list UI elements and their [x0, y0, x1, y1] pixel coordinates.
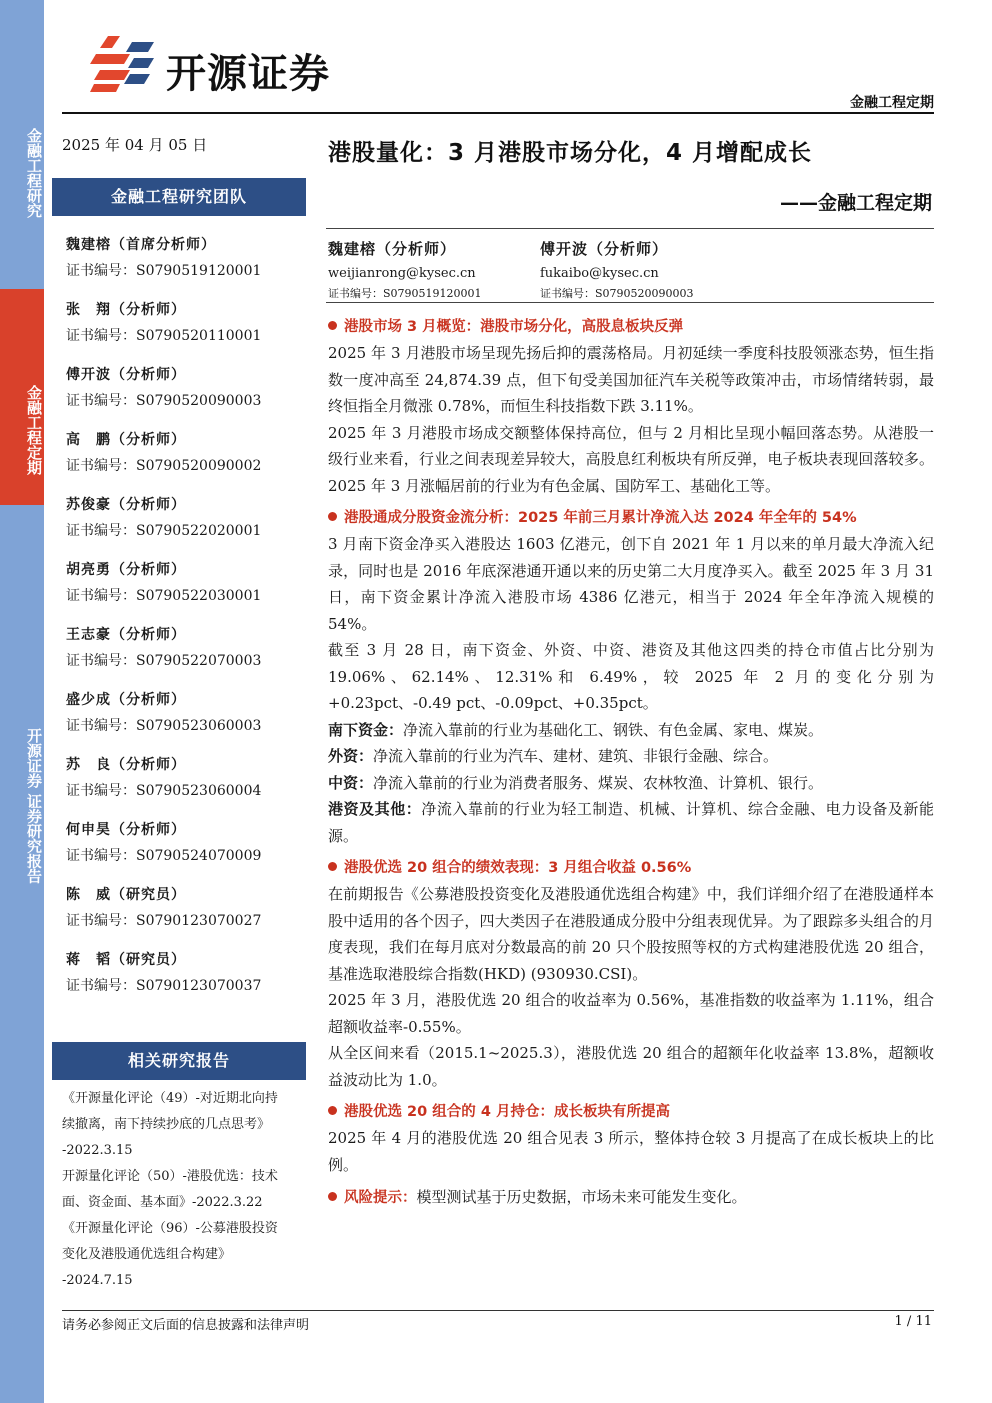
flow-item: 港资及其他：净流入靠前的行业为轻工制造、机械、计算机、综合金融、电力设备及新能源。: [328, 800, 934, 845]
related-reports-list: [62, 1086, 310, 1294]
page-number: 1 / 11: [894, 1314, 932, 1329]
member-name: 苏 良（分析师）: [66, 757, 186, 773]
team-member: [66, 689, 306, 754]
member-cert: 证书编号：S0790123070037: [66, 978, 262, 994]
author-cert: 证书编号：S0790520090003: [540, 287, 694, 300]
member-name: 苏俊豪（分析师）: [66, 497, 186, 513]
member-cert: 证书编号：S0790522030001: [66, 588, 262, 604]
section-heading: 港股市场 3 月概览：港股市场分化，高股息板块反弹: [328, 314, 934, 340]
member-name: 蒋 韬（研究员）: [66, 952, 186, 968]
section-heading: 港股优选 20 组合的绩效表现：3 月组合收益 0.56%: [328, 855, 934, 881]
body-paragraph: 2025 年 4 月的港股优选 20 组合见表 3 所示，整体持仓较 3 月提高了在成长板块上的比例。: [328, 1129, 934, 1174]
report-body: [328, 314, 934, 1211]
related-report-line[interactable]: 面、资金面、基本面》-2022.3.22: [62, 1195, 263, 1210]
bullet-dot-icon: [328, 512, 337, 521]
body-paragraph: 2025 年 3 月港股市场成交额整体保持高位，但与 2 月相比呈现小幅回落态势。从港股一级行业来看，行业之间表现差异较大，高股息红利板块有所反弹，电子板块表现回落较多。2025 年 3 月涨幅居前的行业为有色金属、国防军工、基础化工等。: [328, 423, 934, 495]
author-card: [328, 238, 548, 302]
author-email[interactable]: fukaibo@kysec.cn: [540, 266, 659, 281]
member-cert: 证书编号：S0790522070003: [66, 653, 262, 669]
author-name: 傅开波（分析师）: [540, 240, 669, 258]
related-heading: 相关研究报告: [52, 1042, 306, 1080]
related-report-line[interactable]: -2024.7.15: [62, 1273, 133, 1288]
related-report-line[interactable]: 续撤离，南下持续抄底的几点思考》: [62, 1117, 271, 1132]
member-cert: 证书编号：S0790123070027: [66, 913, 262, 929]
member-name: 盛少成（分析师）: [66, 692, 186, 708]
team-member: [66, 819, 306, 884]
company-logo: [90, 28, 390, 98]
body-paragraph: 2025 年 3 月港股市场呈现先扬后抑的震荡格局。月初延续一季度科技股领涨态势，恒生指数一度冲高至 24,874.39 点，但下旬受美国加征汽车关税等政策冲击，市场情绪转弱，最终恒指全月微涨 0.78%，而恒生科技指数下跌 3.11%。: [328, 344, 934, 415]
related-report-line[interactable]: 变化及港股通优选组合构建》: [62, 1247, 232, 1262]
author-name: 魏建榕（分析师）: [328, 240, 457, 258]
header-divider: [62, 112, 934, 114]
side-label-report: 开源证券 证券研究报告: [25, 728, 43, 884]
team-member: [66, 949, 306, 1014]
member-name: 陈 威（研究员）: [66, 887, 186, 903]
logo-text: 开源证券: [166, 51, 330, 97]
team-member: [66, 234, 306, 299]
author-card: [540, 238, 760, 302]
member-cert: 证书编号：S0790523060004: [66, 783, 262, 799]
related-report-line[interactable]: 开源量化评论（50）-港股优选：技术: [62, 1169, 278, 1184]
bullet-dot-icon: [328, 1106, 337, 1115]
team-member: [66, 884, 306, 949]
related-report-line[interactable]: 《开源量化评论（49）-对近期北向持: [62, 1091, 278, 1106]
body-paragraph: 从全区间来看（2015.1~2025.3），港股优选 20 组合的超额年化收益率 13.8%，超额收益波动比为 1.0。: [328, 1044, 934, 1089]
team-member: [66, 624, 306, 689]
flow-item: 外资：净流入靠前的行业为汽车、建材、建筑、非银行金融、综合。: [328, 747, 779, 765]
member-cert: 证书编号：S0790520110001: [66, 328, 262, 344]
team-list: [66, 234, 306, 1014]
member-name: 王志豪（分析师）: [66, 627, 186, 643]
footer-disclaimer: 请务必参阅正文后面的信息披露和法律声明: [62, 1318, 310, 1333]
kysec-logo-icon: [90, 34, 156, 94]
member-name: 傅开波（分析师）: [66, 367, 186, 383]
report-category: 金融工程定期: [850, 95, 934, 111]
report-date: 2025 年 04 月 05 日: [62, 136, 208, 154]
member-cert: 证书编号：S0790524070009: [66, 848, 262, 864]
member-cert: 证书编号：S0790523060003: [66, 718, 262, 734]
flow-item: 南下资金：净流入靠前的行业为基础化工、钢铁、有色金属、家电、煤炭。: [328, 720, 824, 739]
member-name: 张 翔（分析师）: [66, 302, 186, 318]
member-name: 高 鹏（分析师）: [66, 432, 186, 448]
related-report-line[interactable]: 《开源量化评论（96）-公募港股投资: [62, 1221, 278, 1236]
team-member: [66, 494, 306, 559]
body-paragraph: 截至 3 月 28 日，南下资金、外资、中资、港资及其他这四类的持仓市值占比分别为 19.06%、62.14%、12.31%和 6.49%，较 2025 年 2 月的变化分别为+0.23pct、-0.49 pct、-0.09pct、+0.35pct。: [328, 641, 934, 712]
member-cert: 证书编号：S0790520090002: [66, 458, 262, 474]
report-subtitle: ——金融工程定期: [779, 192, 932, 214]
body-paragraph: 在前期报告《公募港股投资变化及港股通优选组合构建》中，我们详细介绍了在港股通样本股中适用的各个因子，四大类因子在港股通成分股中分组表现优异。为了跟踪多头组合的月度表现，我们在每月底对分数最高的前 20 只个股按照等权的方式构建港股优选 20 组合，基准选取港股综合指数(HKD) (930930.CSI)。: [328, 885, 934, 983]
member-cert: 证书编号：S0790519120001: [66, 263, 262, 279]
section-heading: 港股优选 20 组合的 4 月持仓：成长板块有所提高: [328, 1099, 934, 1125]
bullet-dot-icon: [328, 321, 337, 330]
report-title: 港股量化：3 月港股市场分化，4 月增配成长: [328, 140, 813, 166]
risk-note: 风险提示：模型测试基于历史数据，市场未来可能发生变化。: [328, 1184, 934, 1211]
member-cert: 证书编号：S0790522020001: [66, 523, 262, 539]
member-name: 魏建榕（首席分析师）: [66, 237, 216, 253]
member-cert: 证书编号：S0790520090003: [66, 393, 262, 409]
team-member: [66, 299, 306, 364]
section-heading: 港股通成分股资金流分析：2025 年前三月累计净流入达 2024 年全年的 54%: [328, 505, 934, 531]
author-cert: 证书编号：S0790519120001: [328, 287, 482, 300]
team-heading: 金融工程研究团队: [52, 178, 306, 216]
flow-item: 中资：净流入靠前的行业为消费者服务、煤炭、农林牧渔、计算机、银行。: [328, 773, 824, 792]
team-member: [66, 559, 306, 624]
member-name: 何申昊（分析师）: [66, 822, 186, 838]
side-label-research: 金融工程研究: [25, 128, 43, 218]
member-name: 胡亮勇（分析师）: [66, 562, 186, 578]
bullet-dot-icon: [328, 862, 337, 871]
body-paragraph: 3 月南下资金净买入港股达 1603 亿港元，创下自 2021 年 1 月以来的单月最大净流入纪录，同时也是 2016 年底深港通开通以来的历史第二大月度净买入。截至 2025 年 3 月 31 日，南下资金累计净流入港股市场 4386 亿港元，相当于 2024 年全年净流入规模的 54%。: [328, 535, 934, 633]
team-member: [66, 364, 306, 429]
body-paragraph: 2025 年 3 月，港股优选 20 组合的收益率为 0.56%，基准指数的收益率为 1.11%，组合超额收益率-0.55%。: [328, 991, 934, 1036]
footer-divider: [62, 1310, 934, 1311]
author-divider: [326, 302, 934, 303]
bullet-dot-icon: [328, 1192, 337, 1201]
title-divider: [326, 228, 934, 229]
team-member: [66, 754, 306, 819]
side-label-periodic: 金融工程定期: [25, 385, 43, 475]
team-member: [66, 429, 306, 494]
author-email[interactable]: weijianrong@kysec.cn: [328, 266, 476, 281]
related-report-line[interactable]: -2022.3.15: [62, 1143, 133, 1158]
